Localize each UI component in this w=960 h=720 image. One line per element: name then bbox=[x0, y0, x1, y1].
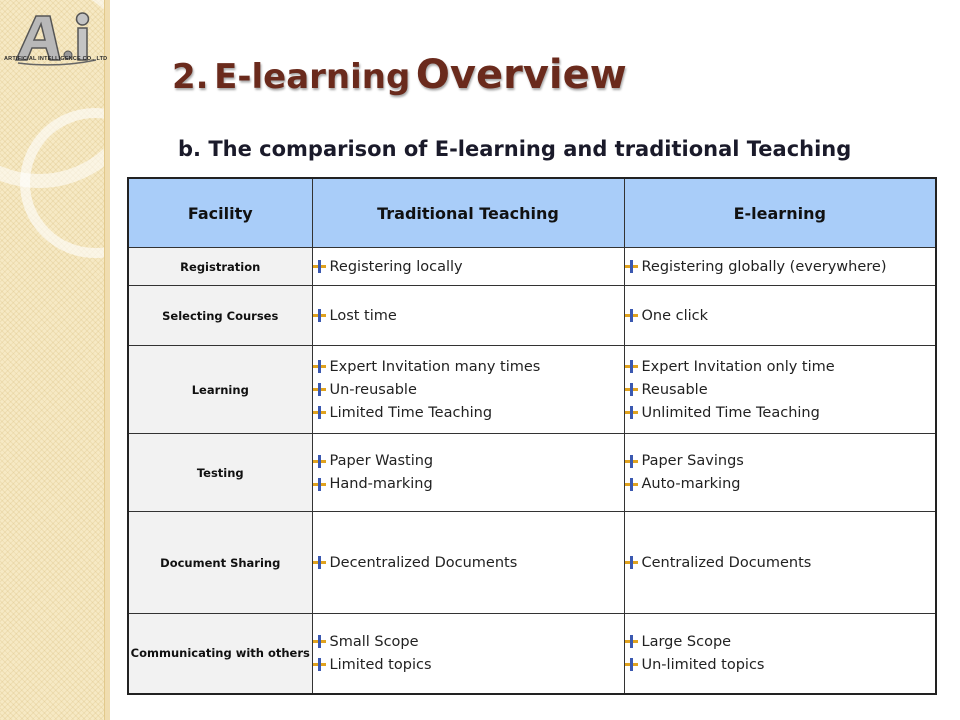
cross-bullet-icon bbox=[313, 260, 326, 273]
cross-bullet-icon bbox=[313, 406, 326, 419]
cross-bullet-icon bbox=[313, 383, 326, 396]
list-item-text: Registering globally (everywhere) bbox=[641, 258, 887, 275]
list-item-text: Expert Invitation only time bbox=[641, 358, 835, 375]
elearning-cell bbox=[624, 286, 936, 346]
list-item bbox=[625, 378, 936, 401]
table-body bbox=[128, 248, 936, 694]
cross-bullet-icon bbox=[313, 455, 326, 468]
table-row bbox=[128, 434, 936, 512]
title-word-overview: Overview bbox=[415, 52, 627, 98]
list-item bbox=[313, 473, 624, 496]
cross-bullet-icon bbox=[313, 556, 326, 569]
list-item bbox=[625, 630, 936, 653]
cross-bullet-icon bbox=[625, 260, 638, 273]
facility-cell: Selecting Courses bbox=[128, 286, 312, 346]
table-row bbox=[128, 248, 936, 286]
cross-bullet-icon bbox=[313, 635, 326, 648]
list-item bbox=[625, 355, 936, 378]
cross-bullet-icon bbox=[313, 309, 326, 322]
cross-bullet-icon bbox=[625, 455, 638, 468]
list-item bbox=[625, 473, 936, 496]
list-item-text: One click bbox=[641, 307, 709, 324]
cross-bullet-icon bbox=[625, 309, 638, 322]
list-item bbox=[313, 551, 624, 574]
elearning-cell bbox=[624, 434, 936, 512]
page-subtitle: b. The comparison of E-learning and traditional Teaching bbox=[178, 137, 852, 161]
list-item bbox=[625, 255, 936, 278]
title-word-elearning: E-learning bbox=[214, 57, 411, 97]
cross-bullet-icon bbox=[625, 556, 638, 569]
list-item bbox=[313, 401, 624, 424]
list-item-text: Paper Savings bbox=[641, 453, 744, 469]
list-item-text: Reusable bbox=[641, 381, 708, 398]
facility-cell: Registration bbox=[128, 248, 312, 286]
table-row bbox=[128, 286, 936, 346]
list-item-text: Lost time bbox=[329, 307, 397, 324]
facility-cell: Testing bbox=[128, 434, 312, 512]
comparison-table bbox=[127, 177, 937, 695]
list-item-text: Registering locally bbox=[329, 258, 463, 275]
list-item bbox=[313, 255, 624, 278]
facility-cell: Learning bbox=[128, 346, 312, 434]
list-item bbox=[625, 304, 936, 327]
title-number: 2. bbox=[172, 57, 209, 97]
cross-bullet-icon bbox=[625, 478, 638, 491]
cross-bullet-icon bbox=[625, 383, 638, 396]
list-item bbox=[313, 450, 624, 473]
list-item bbox=[625, 551, 936, 574]
facility-cell: Communicating with others bbox=[128, 614, 312, 694]
list-item-text: Unlimited Time Teaching bbox=[641, 404, 820, 421]
list-item-text: Hand-marking bbox=[329, 476, 433, 492]
elearning-cell bbox=[624, 248, 936, 286]
list-item bbox=[313, 355, 624, 378]
list-item-text: Limited topics bbox=[329, 656, 432, 673]
cross-bullet-icon bbox=[313, 478, 326, 491]
list-item-text: Un-reusable bbox=[329, 381, 417, 398]
cross-bullet-icon bbox=[625, 658, 638, 671]
decorative-side-strip bbox=[0, 0, 106, 720]
traditional-cell bbox=[312, 346, 624, 434]
traditional-cell bbox=[312, 614, 624, 694]
cross-bullet-icon bbox=[313, 360, 326, 373]
facility-cell: Document Sharing bbox=[128, 512, 312, 614]
logo-company-name: ARTIFICIAL INTELLIGENCE CO., LTD bbox=[4, 56, 108, 62]
table-row bbox=[128, 346, 936, 434]
list-item-text: Limited Time Teaching bbox=[329, 404, 493, 421]
cross-bullet-icon bbox=[625, 635, 638, 648]
table-header-row bbox=[128, 178, 936, 248]
traditional-cell bbox=[312, 286, 624, 346]
list-item-text: Paper Wasting bbox=[329, 453, 434, 469]
list-item bbox=[313, 630, 624, 653]
list-item-text: Centralized Documents bbox=[641, 554, 812, 571]
list-item-text: Small Scope bbox=[329, 633, 419, 650]
list-item bbox=[625, 450, 936, 473]
table-row bbox=[128, 512, 936, 614]
cross-bullet-icon bbox=[625, 360, 638, 373]
strip-edge bbox=[104, 0, 110, 720]
list-item bbox=[313, 653, 624, 676]
elearning-cell bbox=[624, 512, 936, 614]
cross-bullet-icon bbox=[313, 658, 326, 671]
header-elearning: E-learning bbox=[624, 178, 936, 248]
page-title bbox=[172, 52, 627, 98]
traditional-cell bbox=[312, 512, 624, 614]
list-item-text: Expert Invitation many times bbox=[329, 358, 541, 375]
table-row bbox=[128, 614, 936, 694]
list-item-text: Un-limited topics bbox=[641, 656, 765, 673]
elearning-cell bbox=[624, 614, 936, 694]
cross-bullet-icon bbox=[625, 406, 638, 419]
list-item bbox=[313, 378, 624, 401]
header-facility: Facility bbox=[128, 178, 312, 248]
list-item bbox=[313, 304, 624, 327]
list-item-text: Large Scope bbox=[641, 633, 732, 650]
list-item-text: Decentralized Documents bbox=[329, 554, 518, 571]
elearning-cell bbox=[624, 346, 936, 434]
traditional-cell bbox=[312, 434, 624, 512]
list-item bbox=[625, 653, 936, 676]
traditional-cell bbox=[312, 248, 624, 286]
header-traditional: Traditional Teaching bbox=[312, 178, 624, 248]
list-item-text: Auto-marking bbox=[641, 476, 741, 492]
list-item bbox=[625, 401, 936, 424]
